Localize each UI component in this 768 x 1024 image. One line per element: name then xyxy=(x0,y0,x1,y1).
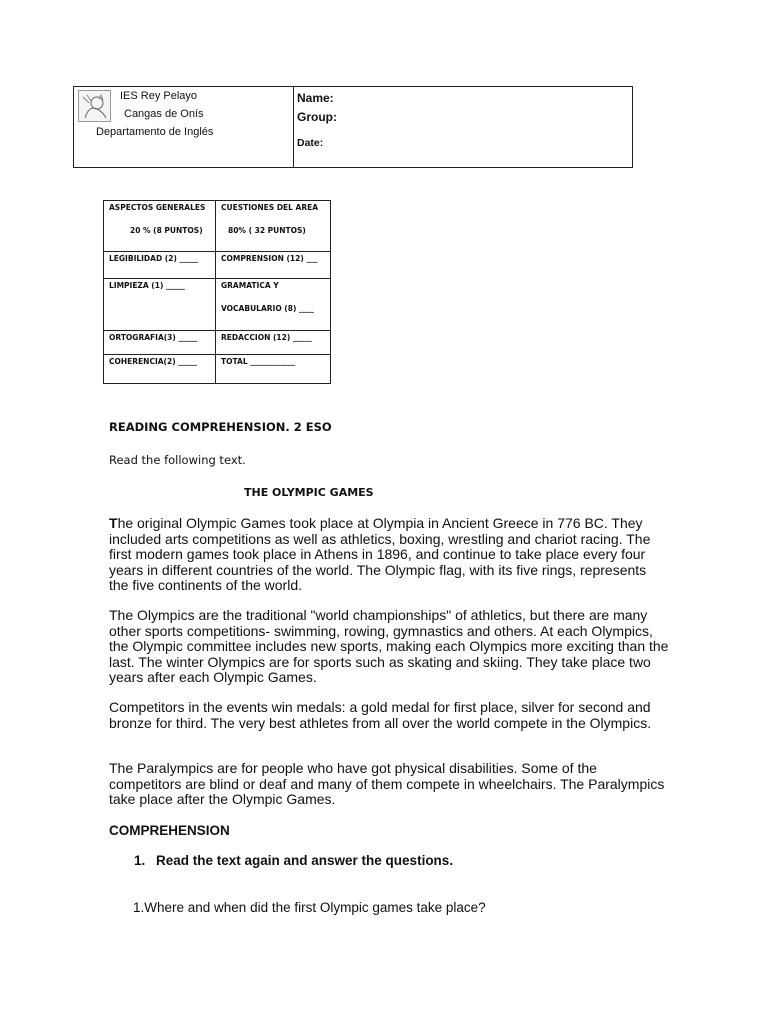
table-cell xyxy=(216,279,331,331)
paragraph-4: The Paralympics are for people who have got physical disabilities. Some of the competitors are blind or deaf and many of them compete in wheelchairs. The Paralympics take place after the Olympic Games. xyxy=(109,760,665,808)
table-cell: REDACCION (12) _____ xyxy=(216,331,331,355)
paragraph-1-text: he original Olympic Games took place at Olympia in Ancient Greece in 776 BC. They included arts competitions as well as athletics, boxing, wrestling and chariot racing. The first modern games took place in Athens in 1896, and continue to take place every four years in different countries of the world. The Olympic flag, with its five rings, represents the five continents of the world. xyxy=(109,515,651,594)
grades-table xyxy=(103,200,331,384)
cell-line: GRAMATICA Y xyxy=(221,281,279,290)
paragraph-1 xyxy=(109,516,669,594)
instruction-text: Read the following text. xyxy=(109,453,246,467)
paragraph-initial: T xyxy=(109,515,118,531)
table-cell: LEGIBILIDAD (2) _____ xyxy=(104,252,216,279)
text-title: THE OLYMPIC GAMES xyxy=(244,486,374,499)
table-cell: ORTOGRAFIA(3) _____ xyxy=(104,331,216,355)
comprehension-heading: COMPREHENSION xyxy=(109,823,230,838)
school-logo-icon xyxy=(78,90,111,122)
table-cell xyxy=(104,201,216,252)
numbered-instruction xyxy=(134,853,453,868)
paragraph-3: Competitors in the events win medals: a gold medal for first place, silver for second and bronze for third. The very best athletes from all over the world compete in the Olympics. xyxy=(109,699,652,731)
school-department: Departamento de Inglés xyxy=(96,126,214,138)
table-cell: COMPRENSION (12) ___ xyxy=(216,252,331,279)
table-cell: LIMPIEZA (1) _____ xyxy=(104,279,216,331)
date-label: Date: xyxy=(297,137,324,149)
name-label: Name: xyxy=(297,91,334,105)
item-text: Read the text again and answer the questions. xyxy=(156,853,454,868)
table-cell: TOTAL ____________ xyxy=(216,355,331,384)
table-row xyxy=(104,279,331,331)
col2-header: CUESTIONES DEL AREA xyxy=(221,203,319,212)
col1-header: ASPECTOS GENERALES xyxy=(109,203,206,212)
section-title: READING COMPREHENSION. 2 ESO xyxy=(109,420,332,434)
col2-subheader: 80% ( 32 PUNTOS) xyxy=(228,226,306,236)
table-row xyxy=(104,252,331,279)
table-cell: COHERENCIA(2) _____ xyxy=(104,355,216,384)
table-row xyxy=(104,331,331,355)
col1-subheader: 20 % (8 PUNTOS) xyxy=(130,226,203,236)
header-divider xyxy=(293,87,294,167)
header-box xyxy=(73,86,633,168)
school-town: Cangas de Onís xyxy=(124,108,204,120)
table-cell xyxy=(216,201,331,252)
item-number: 1. xyxy=(134,853,146,868)
table-row xyxy=(104,201,331,252)
question-1: 1.Where and when did the first Olympic games take place? xyxy=(133,900,486,915)
table-row xyxy=(104,355,331,384)
paragraph-2: The Olympics are the traditional "world championships" of athletics, but there are many other sports competitions- swimming, rowing, gymnastics and others. At each Olympics, the Olympic committee includes new sports, making each Olympics more exciting than the last. The winter Olympics are for sports such as skating and skiing. They take place two years after each Olympic Games. xyxy=(109,607,669,686)
cell-line: VOCABULARIO (8) ____ xyxy=(221,304,314,314)
group-label: Group: xyxy=(297,110,337,124)
school-name: IES Rey Pelayo xyxy=(120,90,198,102)
